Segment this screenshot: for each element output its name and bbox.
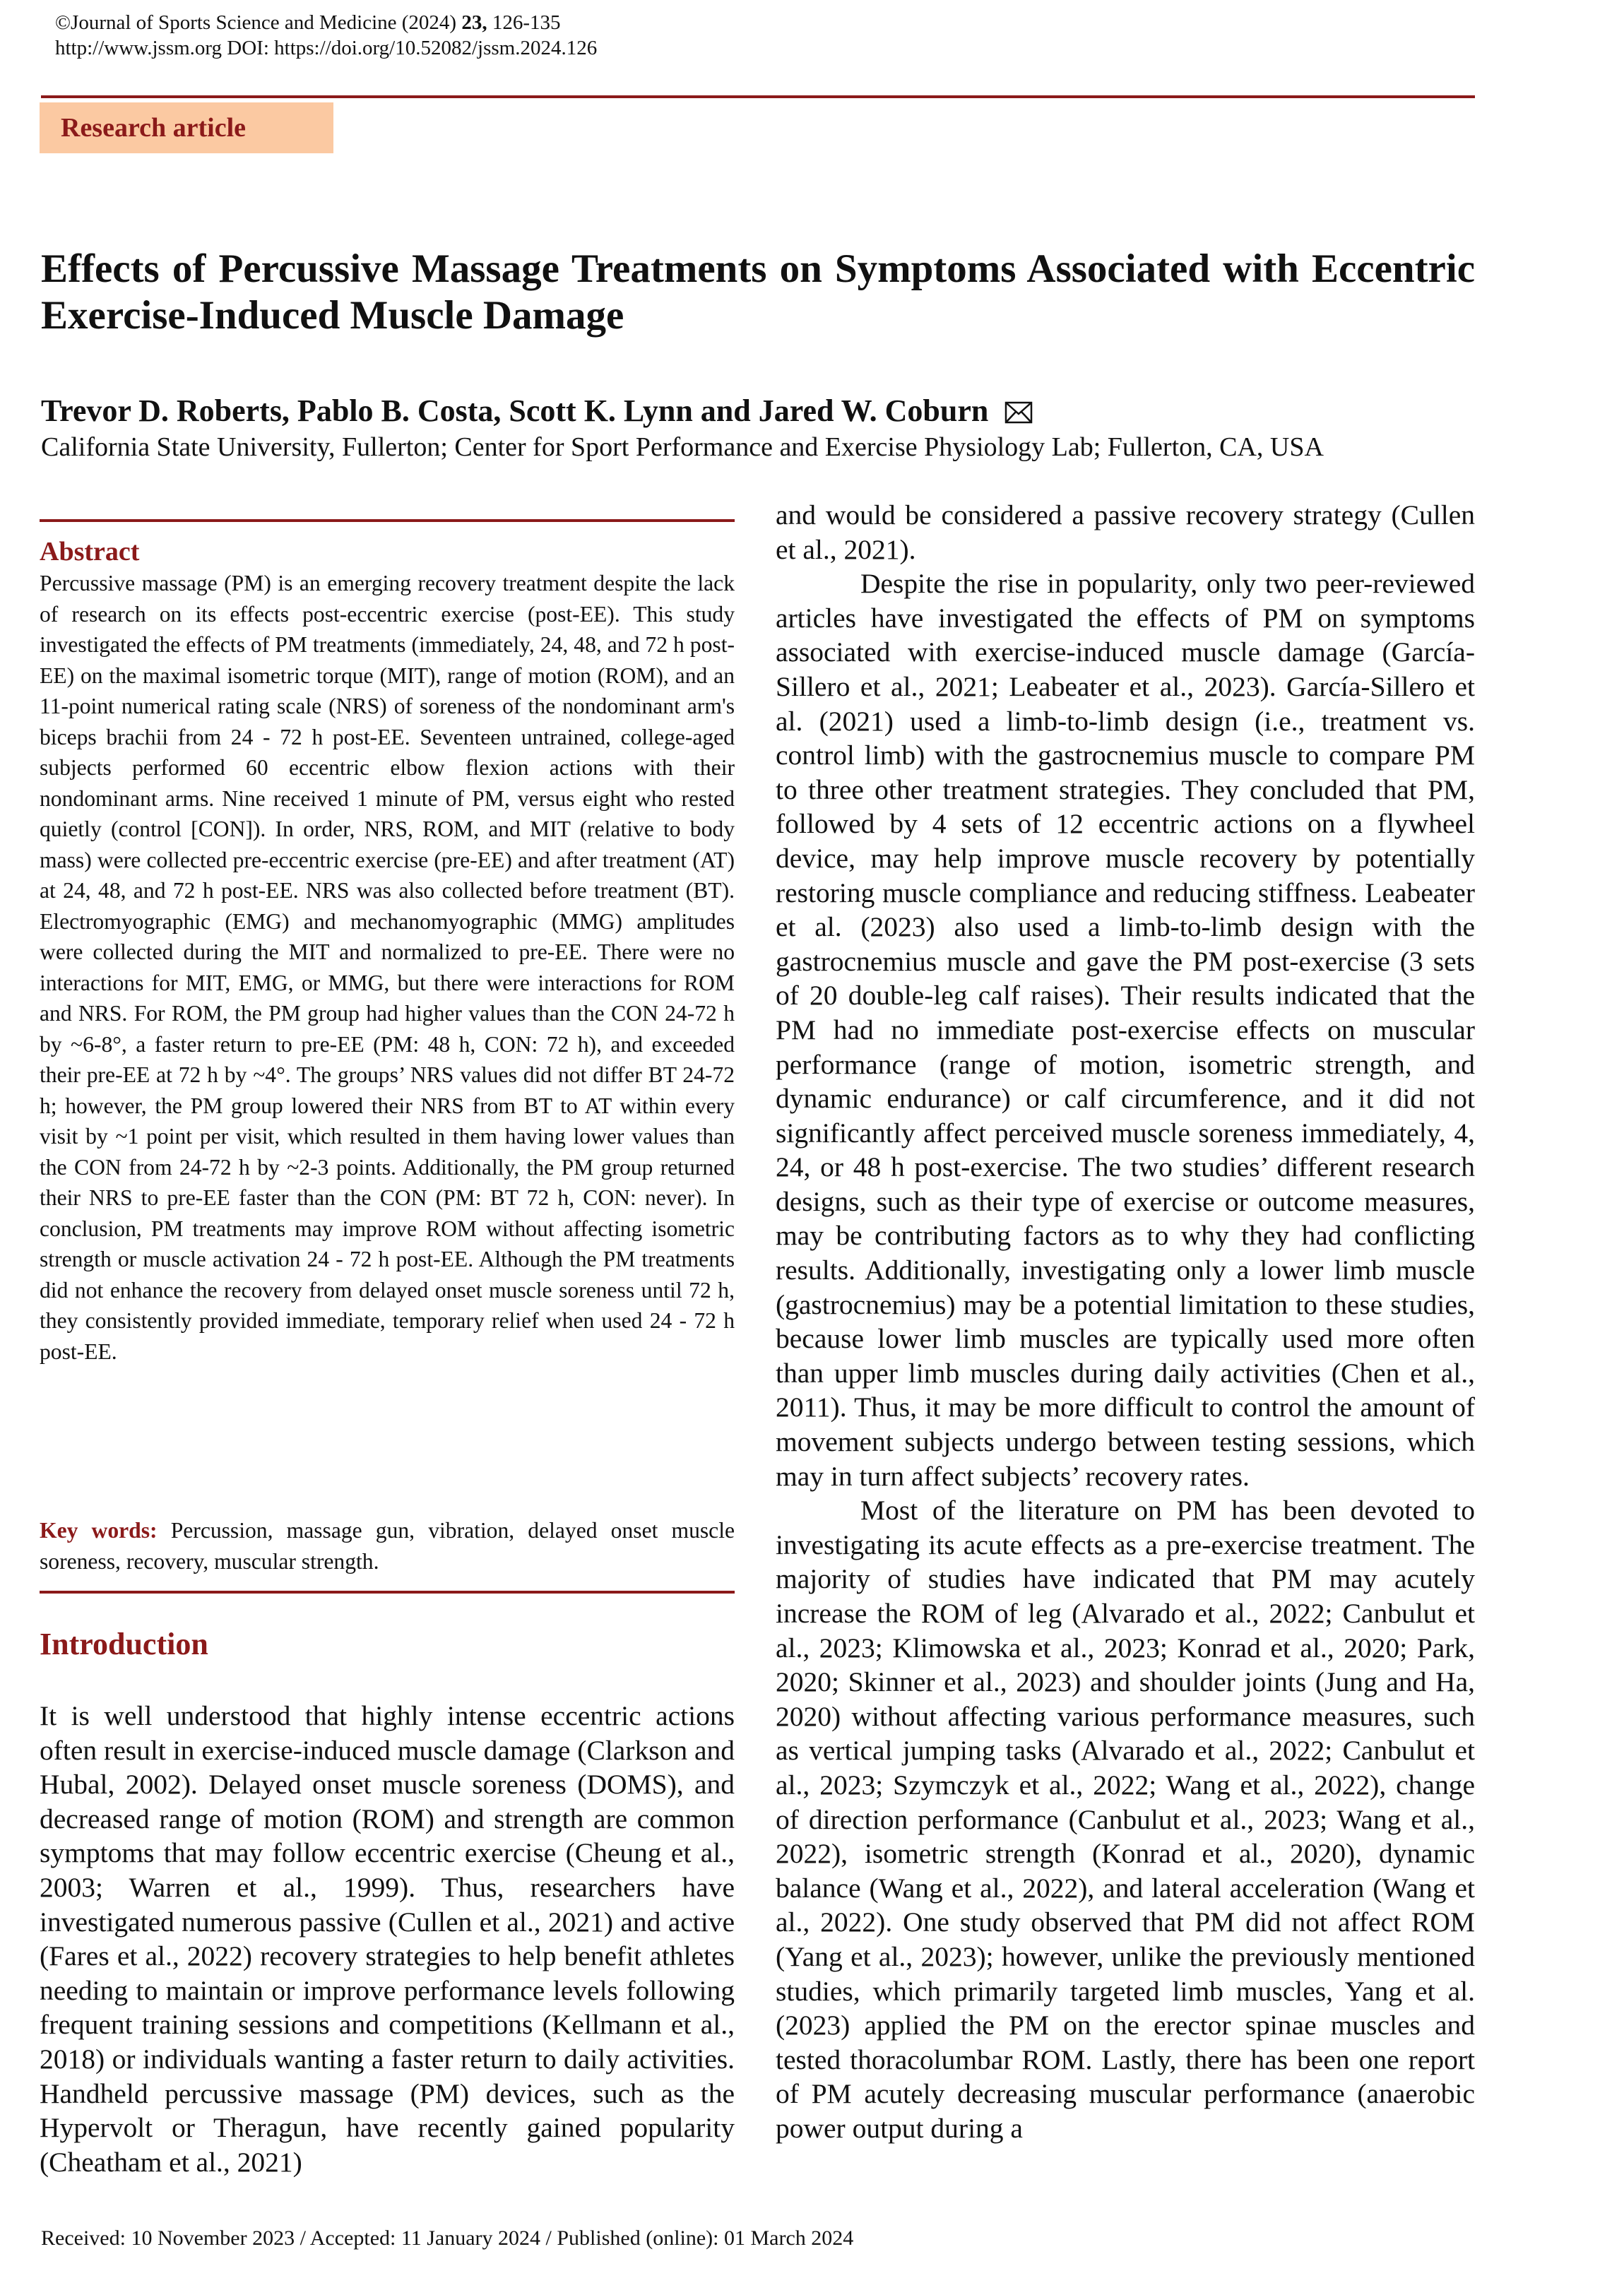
right-column: [776, 498, 1475, 2146]
abstract-top-divider: [40, 519, 735, 522]
journal-doi-line[interactable]: http://www.jssm.org DOI: https://doi.org/10.52082/jssm.2024.126: [55, 37, 598, 59]
body-paragraph: Despite the rise in popularity, only two peer-reviewed articles have investigated the effects of PM on symptoms associated with exercise-induced muscle damage (García-Sillero et al., 2021; Leabeater et al., 2023). García-Sillero et al. (2021) used a limb-to-limb design (i.e., treatment vs. control limb) with the gastrocnemius muscle to compare PM to three other treatment strategies. They concluded that PM, followed by 4 sets of 12 eccentric actions on a flywheel device, may help improve muscle recovery by potentially restoring muscle compliance and reducing stiffness. Leabeater et al. (2023) also used a limb-to-limb design with the gastrocnemius muscle and gave the PM post-exercise (3 sets of 20 double-leg calf raises). Their results indicated that the PM had no immediate post-exercise effects on muscular performance (range of motion, isometric strength, and dynamic endurance) or calf circumference, and it did not significantly affect perceived muscle soreness immediately, 4, 24, or 48 h post-exercise. The two studies’ different research designs, such as their type of exercise or outcome measures, may be contributing factors as to why they had conflicting results. Additionally, investigating only a lower limb muscle (gastrocnemius) may be a potential limitation to these studies, because lower limb muscles are typically used more often than upper limb muscles during daily activities (Chen et al., 2011). Thus, it may be more difficult to control the amount of movement subjects undergo between testing sessions, which may in turn affect subjects’ recovery rates.: [776, 568, 1475, 1492]
header-divider: [41, 95, 1475, 98]
article-title: Effects of Percussive Massage Treatments on Symptoms Associated with Eccentric Exercise-Induced Muscle Damage: [41, 247, 1475, 338]
author-affiliation: California State University, Fullerton; Center for Sport Performance and Exercise Physiology Lab; Fullerton, CA, USA: [41, 432, 1324, 462]
keywords: [40, 1515, 735, 1577]
body-paragraph: Most of the literature on PM has been devoted to investigating its acute effects as a pre-exercise treatment. The majority of studies have indicated that PM may acutely increase the ROM of leg (Alvarado et al., 2022; Canbulut et al., 2023; Klimowska et al., 2023; Konrad et al., 2020; Park, 2020; Skinner et al., 2023) and shoulder joints (Jung and Ha, 2020) without affecting various performance measures, such as vertical jumping tasks (Alvarado et al., 2022; Canbulut et al., 2023; Szymczyk et al., 2022; Wang et al., 2022), change of direction performance (Canbulut et al., 2023; Wang et al., 2022), isometric strength (Konrad et al., 2020), dynamic balance (Wang et al., 2022), and lateral acceleration (Wang et al., 2022). One study observed that PM did not affect ROM (Yang et al., 2023); however, unlike the previously mentioned studies, which primarily targeted limb muscles, Yang et al. (2023) applied the PM on the erector spinae muscles and tested thoracolumbar ROM. Lastly, there has been one report of PM acutely decreasing muscular performance (anaerobic power output during a: [776, 1495, 1475, 2144]
journal-pages: 126-135: [492, 11, 561, 34]
journal-volume: 23,: [461, 11, 487, 34]
introduction-paragraph: It is well understood that highly intense eccentric actions often result in exercise-induced muscle damage (Clarkson and Hubal, 2002). Delayed onset muscle soreness (DOMS), and decreased range of motion (ROM) and strength are common symptoms that may follow eccentric exercise (Cheung et al., 2003; Warren et al., 1999). Thus, researchers have investigated numerous passive (Cullen et al., 2021) and active (Fares et al., 2022) recovery strategies to help benefit athletes needing to maintain or improve performance levels following frequent training sessions and competitions (Kellmann et al., 2018) or individuals wanting a faster return to daily activities. Handheld percussive massage (PM) devices, such as the Hypervolt or Theragun, have recently gained popularity (Cheatham et al., 2021): [40, 1700, 735, 2178]
keywords-label: Key words:: [40, 1518, 158, 1543]
envelope-icon[interactable]: [1004, 395, 1033, 433]
publication-dates: Received: 10 November 2023 / Accepted: 11 January 2024 / Published (online): 01 March 2024: [41, 2226, 854, 2250]
abstract-heading: Abstract: [40, 537, 140, 566]
journal-citation: [55, 10, 561, 35]
article-type-badge: Research article: [40, 102, 333, 153]
introduction-heading: Introduction: [40, 1627, 208, 1661]
keywords-text: Percussion, massage gun, vibration, delayed onset muscle soreness, recovery, muscular strength.: [40, 1518, 735, 1574]
body-paragraph: and would be considered a passive recovery strategy (Cullen et al., 2021).: [776, 499, 1475, 565]
author-line: [41, 392, 1475, 433]
abstract-bottom-divider: [40, 1591, 735, 1594]
author-names: Trevor D. Roberts, Pablo B. Costa, Scott K. Lynn and Jared W. Coburn: [41, 393, 989, 428]
abstract-body: Percussive massage (PM) is an emerging recovery treatment despite the lack of research on its effects post-eccentric exercise (post-EE). This study investigated the effects of PM treatments (immediately, 24, 48, and 72 h post-EE) on the maximal isometric torque (MIT), range of motion (ROM), and an 11-point numerical rating scale (NRS) of soreness of the nondominant arm's biceps brachii from 24 - 72 h post-EE. Seventeen untrained, college-aged subjects performed 60 eccentric elbow flexion actions with their nondominant arms. Nine received 1 minute of PM, versus eight who rested quietly (control [CON]). In order, NRS, ROM, and MIT (relative to body mass) were collected pre-eccentric exercise (pre-EE) and after treatment (AT) at 24, 48, and 72 h post-EE. NRS was also collected before treatment (BT). Electromyographic (EMG) and mechanomyographic (MMG) amplitudes were collected during the MIT and normalized to pre-EE. There were no interactions for MIT, EMG, or MMG, but there were interactions for ROM and NRS. For ROM, the PM group had higher values than the CON 24-72 h by ~6-8°, a faster return to pre-EE (PM: 48 h, CON: 72 h), and exceeded their pre-EE at 72 h by ~4°. The groups’ NRS values did not differ BT 24-72 h; however, the PM group lowered their NRS from BT to AT within every visit by ~1 point per visit, which resulted in them having lower values than the CON from 24-72 h by ~2-3 points. Additionally, the PM group returned their NRS to pre-EE faster than the CON (PM: BT 72 h, CON: never). In conclusion, PM treatments may improve ROM without affecting isometric strength or muscle activation 24 - 72 h post-EE. Although the PM treatments did not enhance the recovery from delayed onset muscle soreness until 72 h, they consistently provided immediate, temporary relief when used 24 - 72 h post-EE.: [40, 571, 735, 1364]
journal-name: ©Journal of Sports Science and Medicine (2024): [55, 11, 457, 34]
